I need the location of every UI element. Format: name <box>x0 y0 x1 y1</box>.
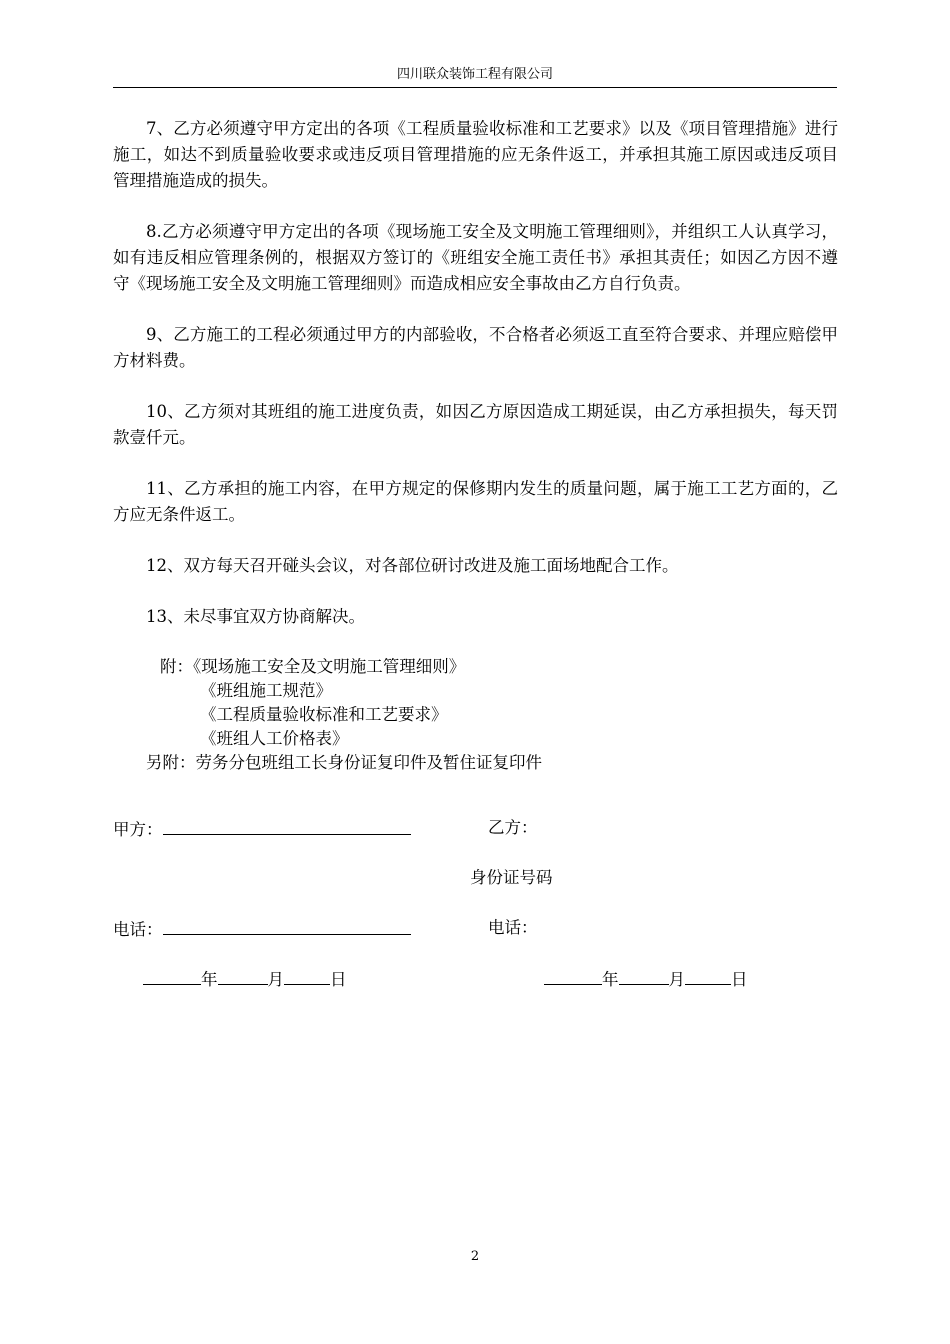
day-blank[interactable] <box>685 966 731 985</box>
other-attachment-label: 另附： <box>146 753 196 772</box>
attachment-row <box>113 655 838 679</box>
other-attachment-text: 劳务分包班组工长身份证复印件及暂住证复印件 <box>195 753 542 772</box>
year-blank[interactable] <box>544 966 602 985</box>
phone-b-label: 电话： <box>488 918 538 937</box>
attachment-item: 《现场施工安全及文明施工管理细则》 <box>193 657 466 676</box>
clause-7: 7、乙方必须遵守甲方定出的各项《工程质量验收标准和工艺要求》以及《项目管理措施》进行施工，如达不到质量验收要求或违反项目管理措施的应无条件返工，并承担其施工原因或违反项目管理措施造成的损失。 <box>113 119 838 190</box>
party-a-signature-line[interactable] <box>163 816 411 835</box>
year-label: 年 <box>201 970 218 989</box>
party-a-date <box>143 966 347 992</box>
month-blank[interactable] <box>619 966 669 985</box>
month-label: 月 <box>668 970 685 989</box>
party-a-signature <box>113 816 411 842</box>
page-number: 2 <box>470 1249 480 1264</box>
id-number <box>470 866 553 890</box>
clause-12: 12、双方每天召开碰头会议，对各部位研讨改进及施工面场地配合工作。 <box>146 556 679 575</box>
attachment-item: 《班组施工规范》 <box>200 681 332 700</box>
phone-a-label: 电话： <box>113 920 163 939</box>
year-label: 年 <box>602 970 619 989</box>
clause-11: 11、乙方承担的施工内容，在甲方规定的保修期内发生的质量问题，属于施工工艺方面的，乙方应无条件返工。 <box>113 479 838 524</box>
id-number-label: 身份证号码 <box>470 868 553 887</box>
page-header <box>113 66 837 88</box>
party-b-date <box>544 966 748 992</box>
attachment-item: 《班组人工价格表》 <box>200 729 349 748</box>
party-b-signature <box>488 816 538 840</box>
phone-a-line[interactable] <box>163 916 411 935</box>
day-label: 日 <box>731 970 748 989</box>
year-blank[interactable] <box>143 966 201 985</box>
month-label: 月 <box>267 970 284 989</box>
day-label: 日 <box>330 970 347 989</box>
clause-8: 8.乙方必须遵守甲方定出的各项《现场施工安全及文明施工管理细则》，并组织工人认真学习，如有违反相应管理条例的，根据双方签订的《班组安全施工责任书》承担其责任；如因乙方因不遵守《现场施工安全及文明施工管理细则》而造成相应安全事故由乙方自行负责。 <box>113 222 838 293</box>
day-blank[interactable] <box>284 966 330 985</box>
clause-13: 13、未尽事宜双方协商解决。 <box>146 607 365 626</box>
attachment-label: 附： <box>160 657 193 676</box>
party-b-phone <box>488 916 538 940</box>
attachments <box>113 655 838 775</box>
party-b-label: 乙方： <box>488 818 538 837</box>
month-blank[interactable] <box>218 966 268 985</box>
attachment-row <box>113 679 838 703</box>
attachment-row <box>113 727 838 751</box>
attachment-row <box>113 703 838 727</box>
company-name: 四川联众装饰工程有限公司 <box>396 67 553 82</box>
party-a-label: 甲方： <box>113 820 163 839</box>
attachment-item: 《工程质量验收标准和工艺要求》 <box>200 705 448 724</box>
party-a-phone <box>113 916 411 942</box>
other-attachment-row <box>113 751 838 775</box>
clause-9: 9、乙方施工的工程必须通过甲方的内部验收，不合格者必须返工直至符合要求、并理应赔偿甲方材料费。 <box>113 325 838 370</box>
clause-10: 10、乙方须对其班组的施工进度负责，如因乙方原因造成工期延误，由乙方承担损失，每天罚款壹仟元。 <box>113 402 838 447</box>
contract-body <box>113 116 838 775</box>
